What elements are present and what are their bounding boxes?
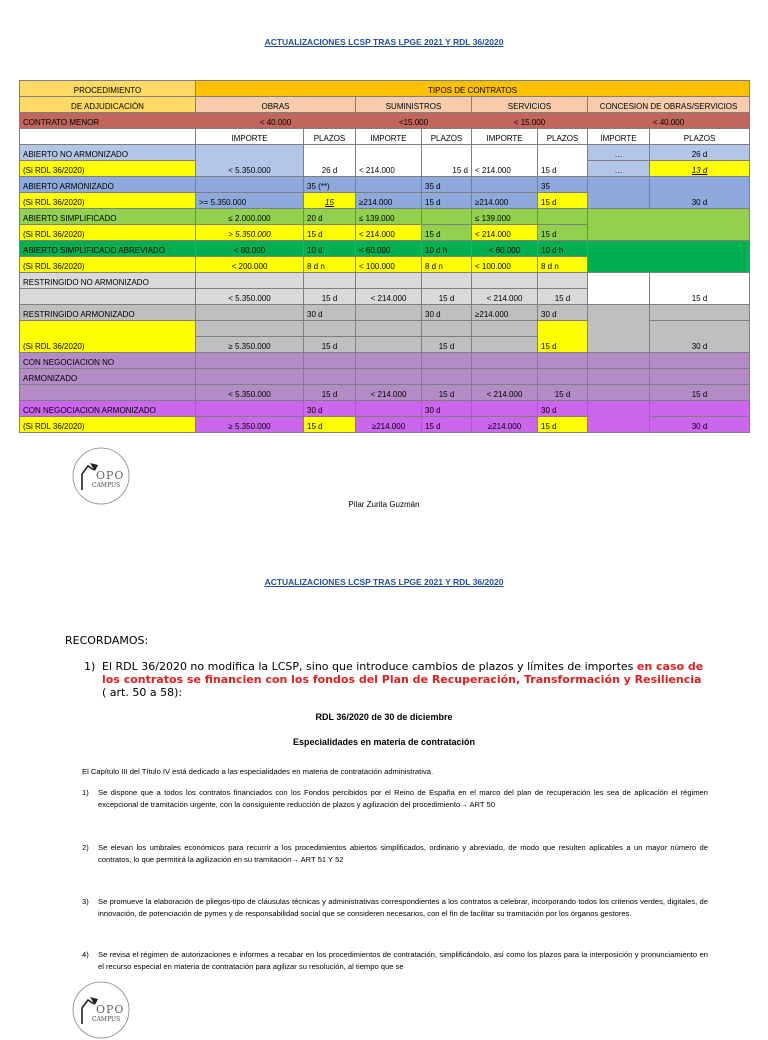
table-cell: < 5.350.000 — [196, 289, 304, 305]
table-cell: ≥ 5.350.000 — [196, 337, 304, 353]
list-item — [82, 896, 708, 920]
especialidades-heading: Especialidades en materia de contratación — [292, 737, 476, 747]
logo-text-opo: OPO — [96, 1003, 125, 1016]
col-header: PLAZOS — [304, 129, 356, 145]
list-item-number: 1) — [82, 788, 89, 797]
empty-cell — [588, 369, 650, 385]
list-item — [82, 787, 708, 811]
table-cell: 15 d — [304, 225, 356, 241]
type-obras: OBRAS — [196, 97, 356, 113]
table-cell: < 214.000 — [356, 225, 422, 241]
list-item-text: Se dispone que a todos los contratos financiados con los Fondos percibidos por el Reino de España en el marco del plan de recuperación les sea de aplicación el régimen excepcional de tramitación urgente, con la consiguiente reducción de plazos y agilización del procedimiento→ ART 50 — [98, 788, 708, 809]
list-item — [82, 842, 708, 866]
col-header: IMPORTE — [356, 129, 422, 145]
row-sub-label: (Si RDL 36/2020) — [20, 161, 196, 177]
table-cell: 10 d h — [538, 241, 588, 257]
table-cell: ≥214.000 — [472, 417, 538, 433]
empty-cell — [20, 289, 196, 305]
proc-header-1: PROCEDIMIENTO — [20, 81, 196, 97]
table-cell: < 200.000 — [196, 257, 304, 273]
empty-cell — [304, 273, 356, 289]
empty-cell — [472, 321, 538, 337]
empty-cell — [472, 353, 538, 369]
empty-cell — [20, 385, 196, 401]
menor-label: CONTRATO MENOR — [20, 113, 196, 129]
table-cell: 26 d — [650, 145, 750, 161]
empty-cell — [588, 177, 650, 209]
table-cell: < 5.350.000 — [196, 145, 304, 177]
table-cell: 15 d — [422, 145, 472, 177]
table-cell: > 5.350.000 — [196, 225, 304, 241]
empty-cell — [196, 321, 304, 337]
table-cell: 15 d — [538, 193, 588, 209]
table-cell: ≥214.000 — [356, 417, 422, 433]
row-label: CON NEGOCIACION NO — [20, 353, 196, 369]
empty-cell — [356, 401, 422, 417]
empty-cell — [304, 321, 356, 337]
empty-cell — [196, 177, 304, 193]
col-header: IMPORTE — [196, 129, 304, 145]
menor-servicios: < 15.000 — [472, 113, 588, 129]
table-cell: < 214.000 — [472, 385, 538, 401]
table-cell: < 60.000 — [356, 241, 422, 257]
row-label: RESTRINGIDO ARMONIZADO — [20, 305, 196, 321]
opo-campus-logo — [68, 446, 134, 506]
table-cell: 30 d — [538, 305, 588, 321]
empty-cell — [356, 273, 422, 289]
empty-cell — [588, 385, 650, 401]
table-cell: < 214.000 — [472, 225, 538, 241]
table-cell: < 214.000 — [472, 145, 538, 177]
empty-cell — [588, 305, 650, 353]
table-cell: 15 d — [422, 289, 472, 305]
list-item-text: Se elevan los umbrales económicos para recurrir a los procedimientos abiertos simplificados, ordinario y abreviado, de modo que resulten aplicables a un mayor número de contratos, lo que permitirá la agilización en su tramitación→ ART 51 Y 52 — [98, 843, 708, 864]
empty-cell — [422, 353, 472, 369]
table-cell: 35 (**) — [304, 177, 356, 193]
row-label: RESTRINGIDO NO ARMONIZADO — [20, 273, 196, 289]
table-cell: < 100.000 — [472, 257, 538, 273]
table-cell: 20 d — [304, 209, 356, 225]
table-cell: 15 — [304, 193, 356, 209]
table-cell: 10 d — [304, 241, 356, 257]
list-item-number: 3) — [82, 897, 89, 906]
table-cell: ≤ 2.000.000 — [196, 209, 304, 225]
opo-campus-logo — [68, 980, 134, 1040]
menor-obras: < 40.000 — [196, 113, 356, 129]
table-cell: 15 d — [650, 273, 750, 305]
table-cell: 15 d — [304, 385, 356, 401]
empty-cell — [650, 369, 750, 385]
page-title: ACTUALIZACIONES LCSP TRAS LPGE 2021 Y RDL 36/2020 — [264, 37, 504, 47]
table-cell: ≥214.000 — [472, 305, 538, 321]
table-cell: 15 d — [538, 145, 588, 177]
table-cell: < 80.000 — [196, 241, 304, 257]
table-cell: < 214.000 — [356, 289, 422, 305]
table-cell: 15 d — [422, 193, 472, 209]
table-cell: 15 d — [650, 385, 750, 401]
table-cell: 30 d — [422, 305, 472, 321]
empty-cell — [588, 353, 650, 369]
point-1-paragraph — [84, 660, 708, 699]
point-1-text-red: en caso de los contratos se financien con los fondos del Plan de Recuperación, Transformación y Resiliencia — [102, 660, 704, 686]
table-cell: … — [588, 161, 650, 177]
empty-cell — [588, 273, 650, 305]
table-cell: 15 d — [304, 289, 356, 305]
table-cell: 15 d — [538, 417, 588, 433]
table-cell: 13 d — [650, 161, 750, 177]
logo-text-campus: CAMPUS — [92, 482, 121, 489]
empty-cell — [650, 305, 750, 321]
intro-paragraph: El Capítulo III del Título IV está dedicado a las especialidades en materia de contratación administrativa. — [82, 767, 434, 776]
empty-cell — [356, 369, 422, 385]
table-cell: ≤ 139.000 — [356, 209, 422, 225]
empty-cell — [356, 321, 422, 337]
table-cell: ≤ 139.000 — [472, 209, 538, 225]
table-cell: ≥214.000 — [356, 193, 422, 209]
empty-cell — [472, 337, 538, 353]
logo-text-campus: CAMPUS — [92, 1016, 121, 1023]
empty-cell — [196, 369, 304, 385]
list-item — [82, 949, 708, 973]
empty-cell — [422, 273, 472, 289]
page-2-title: ACTUALIZACIONES LCSP TRAS LPGE 2021 Y RDL 36/2020 — [264, 577, 504, 587]
empty-cell — [356, 177, 422, 193]
col-header: PLAZOS — [650, 129, 750, 145]
row-sub-label: (Si RDL 36/2020) — [20, 321, 196, 353]
row-sub-label: (Si RDL 36/2020) — [20, 417, 196, 433]
empty-cell — [588, 209, 750, 241]
row-label: ABIERTO ARMONIZADO — [20, 177, 196, 193]
recordamos-heading: RECORDAMOS: — [65, 634, 149, 647]
table-cell: 30 d — [422, 401, 472, 417]
contract-comparison-table — [19, 80, 750, 433]
table-cell: 35 — [538, 177, 588, 193]
empty-cell — [304, 369, 356, 385]
point-1-text-b: ( art. 50 a 58): — [102, 686, 183, 699]
table-cell: 15 d — [538, 321, 588, 353]
table-cell: ≥214.000 — [472, 193, 538, 209]
empty-cell — [472, 177, 538, 193]
type-suministros: SUMINISTROS — [356, 97, 472, 113]
empty-cell — [196, 353, 304, 369]
row-label: ABIERTO SIMPLIFICADO — [20, 209, 196, 225]
rdl-heading: RDL 36/2020 de 30 de diciembre — [315, 712, 453, 722]
table-cell: 8 d n — [538, 257, 588, 273]
table-cell: < 214.000 — [356, 145, 422, 177]
empty-cell — [356, 305, 422, 321]
menor-suministros: <15.000 — [356, 113, 472, 129]
empty-cell — [196, 305, 304, 321]
empty-cell — [422, 321, 472, 337]
empty-cell — [650, 401, 750, 417]
row-label: ABIERTO NO ARMONIZADO — [20, 145, 196, 161]
row-label: ARMONIZADO — [20, 369, 196, 385]
logo-text-opo: OPO — [96, 469, 125, 482]
empty-cell — [356, 353, 422, 369]
empty-cell — [588, 241, 750, 273]
table-cell: 15 d — [422, 337, 472, 353]
empty-cell — [538, 369, 588, 385]
proc-header-2: DE ADJUDICACIÓN — [20, 97, 196, 113]
table-cell: 30 d — [650, 417, 750, 433]
table-cell: 8 d n — [422, 257, 472, 273]
row-sub-label: (Si RDL 36/2020) — [20, 193, 196, 209]
table-cell: … — [588, 145, 650, 161]
col-header: PLAZOS — [538, 129, 588, 145]
table-cell: 8 d n — [304, 257, 356, 273]
row-label: ABIERTO SIMPLIFICADO ABREVIADO — [20, 241, 196, 257]
table-cell: 30 d — [650, 177, 750, 209]
empty-cell — [422, 369, 472, 385]
empty-cell — [588, 401, 650, 433]
list-item-text: Se revisa el régimen de autorizaciones e informes a recabar en los procedimientos de contratación, simplificándolo, así como los plazos para la interposición y pronunciamiento en el recurso especial en materia de contratación para agilizar su resolución, al tiempo que se — [98, 950, 708, 971]
table-cell: 35 d — [422, 177, 472, 193]
table-cell: 15 d — [422, 385, 472, 401]
list-item-number: 2) — [82, 843, 89, 852]
row-sub-label: (Si RDL 36/2020) — [20, 225, 196, 241]
table-cell: < 60.000 — [472, 241, 538, 257]
empty-cell — [196, 273, 304, 289]
empty-cell — [650, 353, 750, 369]
table-cell: 15 d — [538, 289, 588, 305]
point-1-number: 1) — [84, 660, 96, 673]
table-cell: ≥ 5.350.000 — [196, 417, 304, 433]
table-cell: 30 d — [650, 321, 750, 353]
empty-cell — [356, 337, 422, 353]
empty-cell — [538, 353, 588, 369]
empty-cell — [538, 273, 588, 289]
table-cell: < 214.000 — [356, 385, 422, 401]
empty-cell — [538, 209, 588, 225]
table-cell: 15 d — [304, 417, 356, 433]
col-header: IMPORTE — [588, 129, 650, 145]
table-cell: 26 d — [304, 145, 356, 177]
empty-cell — [472, 273, 538, 289]
row-sub-label: (Si RDL 36/2020) — [20, 257, 196, 273]
table-cell: 15 d — [422, 225, 472, 241]
table-cell: 15 d — [538, 225, 588, 241]
menor-concesion: < 40.000 — [588, 113, 750, 129]
table-cell: 10 d h — [422, 241, 472, 257]
table-cell: 30 d — [304, 305, 356, 321]
list-item-text: Se promueve la elaboración de pliegos-tipo de cláusulas técnicas y administrativas correspondientes a los contratos a celebrar, incorporando todos los criterios verdes, digitales, de innovación, de potenciación de pymes y de responsabilidad social que se consideren necesarios, con el fin de facilitar su tramitación por los órganos gestores. — [98, 897, 708, 918]
table-cell: < 5.350.000 — [196, 385, 304, 401]
type-concesion: CONCESION DE OBRAS/SERVICIOS — [588, 97, 750, 113]
table-cell: >= 5.350.000 — [196, 193, 304, 209]
table-cell: 15 d — [538, 385, 588, 401]
author-name: Pilar Zurita Guzmán — [348, 500, 420, 509]
row-label: CON NEGOCIACION ARMONIZADO — [20, 401, 196, 417]
table-cell: < 100.000 — [356, 257, 422, 273]
type-servicios: SERVICIOS — [472, 97, 588, 113]
col-header: PLAZOS — [422, 129, 472, 145]
empty-cell — [472, 369, 538, 385]
col-header: IMPORTE — [472, 129, 538, 145]
empty-cell — [20, 129, 196, 145]
tipos-header: TIPOS DE CONTRATOS — [196, 81, 750, 97]
table-cell: 15 d — [304, 337, 356, 353]
point-1-text-a: El RDL 36/2020 no modifica la LCSP, sino que introduce cambios de plazos y límites de importes — [102, 660, 637, 673]
table-cell: 30 d — [538, 401, 588, 417]
empty-cell — [304, 353, 356, 369]
empty-cell — [422, 209, 472, 225]
table-cell: 15 d — [422, 417, 472, 433]
empty-cell — [472, 401, 538, 417]
list-item-number: 4) — [82, 950, 89, 959]
table-cell: < 214.000 — [472, 289, 538, 305]
table-cell: 30 d — [304, 401, 356, 417]
empty-cell — [196, 401, 304, 417]
